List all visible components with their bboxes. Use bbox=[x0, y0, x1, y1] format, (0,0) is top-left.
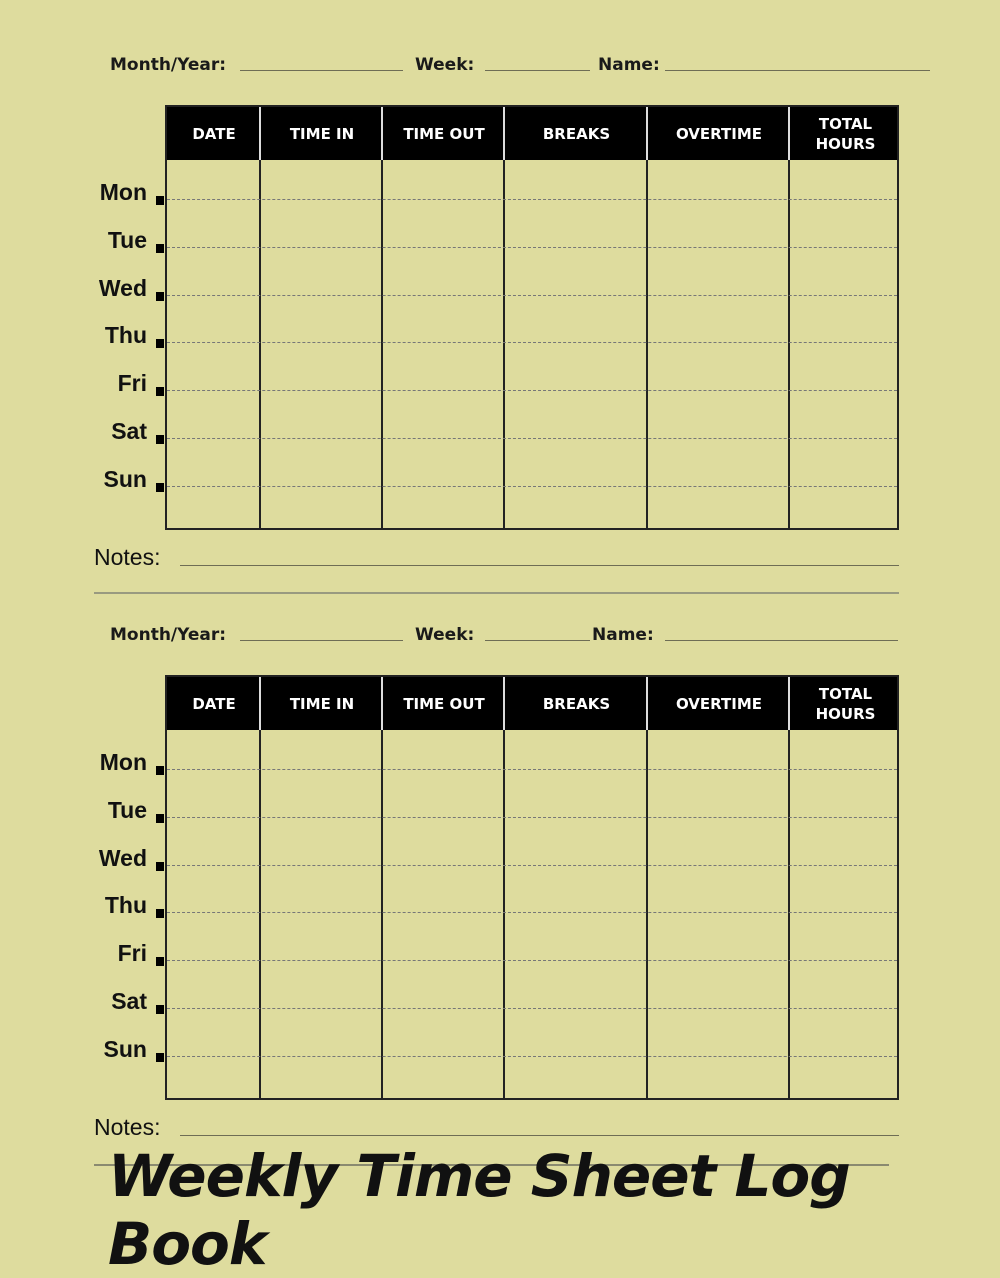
notes-field[interactable] bbox=[180, 565, 899, 566]
day-label: Wed bbox=[98, 274, 147, 301]
row-marker bbox=[156, 862, 164, 871]
row-marker bbox=[156, 387, 164, 396]
row-marker bbox=[156, 909, 164, 918]
day-label: Sun bbox=[103, 465, 147, 492]
row-marker bbox=[156, 957, 164, 966]
column-header: BREAKS bbox=[542, 124, 611, 143]
day-label: Wed bbox=[98, 844, 147, 871]
column-header: OVERTIME bbox=[675, 124, 763, 143]
column-divider bbox=[788, 730, 790, 1098]
name-label: Name: bbox=[598, 55, 660, 75]
month-year-field[interactable] bbox=[240, 640, 403, 641]
day-label: Fri bbox=[117, 370, 147, 397]
row-marker bbox=[156, 435, 164, 444]
row-line[interactable] bbox=[167, 438, 897, 439]
row-marker bbox=[156, 339, 164, 348]
row-marker bbox=[156, 1005, 164, 1014]
header-divider bbox=[788, 107, 790, 160]
column-divider bbox=[646, 160, 648, 528]
row-line[interactable] bbox=[167, 390, 897, 391]
row-line[interactable] bbox=[167, 199, 897, 200]
day-label: Thu bbox=[104, 892, 147, 919]
name-field[interactable] bbox=[665, 70, 930, 71]
column-header: TIME OUT bbox=[403, 124, 485, 143]
header-divider bbox=[503, 107, 505, 160]
column-header: BREAKS bbox=[542, 694, 611, 713]
row-line[interactable] bbox=[167, 295, 897, 296]
row-line[interactable] bbox=[167, 960, 897, 961]
header-divider bbox=[381, 677, 383, 730]
row-line[interactable] bbox=[167, 1056, 897, 1057]
day-label: Thu bbox=[104, 322, 147, 349]
week-label: Week: bbox=[415, 55, 475, 75]
column-divider bbox=[259, 160, 261, 528]
day-label: Sat bbox=[111, 418, 147, 444]
row-line[interactable] bbox=[167, 817, 897, 818]
column-header: TIME OUT bbox=[403, 694, 485, 713]
row-line[interactable] bbox=[167, 247, 897, 248]
column-divider bbox=[503, 730, 505, 1098]
column-divider bbox=[788, 160, 790, 528]
name-label: Name: bbox=[592, 625, 654, 645]
day-label: Tue bbox=[107, 796, 147, 823]
row-line[interactable] bbox=[167, 342, 897, 343]
row-marker bbox=[156, 483, 164, 492]
notes-label: Notes: bbox=[94, 544, 161, 570]
row-marker bbox=[156, 1053, 164, 1062]
column-header: TOTAL HOURS bbox=[815, 684, 876, 723]
row-line[interactable] bbox=[167, 1008, 897, 1009]
row-marker bbox=[156, 814, 164, 823]
column-header: TIME IN bbox=[289, 124, 355, 143]
week-field[interactable] bbox=[485, 640, 590, 641]
row-line[interactable] bbox=[167, 486, 897, 487]
section-divider bbox=[94, 592, 899, 594]
month-year-label: Month/Year: bbox=[110, 625, 227, 645]
month-year-label: Month/Year: bbox=[110, 55, 227, 75]
header-divider bbox=[503, 677, 505, 730]
header-divider bbox=[259, 107, 261, 160]
header-divider bbox=[381, 107, 383, 160]
header-divider bbox=[646, 677, 648, 730]
column-header: TIME IN bbox=[289, 694, 355, 713]
row-line[interactable] bbox=[167, 865, 897, 866]
day-label: Mon bbox=[99, 179, 147, 205]
day-label: Mon bbox=[99, 749, 147, 775]
month-year-field[interactable] bbox=[240, 70, 403, 71]
day-label: Sun bbox=[103, 1035, 147, 1062]
day-label: Tue bbox=[107, 226, 147, 253]
row-marker bbox=[156, 196, 164, 205]
row-line[interactable] bbox=[167, 912, 897, 913]
table-header bbox=[167, 677, 897, 730]
column-divider bbox=[503, 160, 505, 528]
day-label: Fri bbox=[117, 940, 147, 967]
timesheet-table bbox=[165, 105, 899, 530]
column-divider bbox=[381, 160, 383, 528]
book-title: Weekly Time Sheet Log Book bbox=[108, 1142, 850, 1278]
row-line[interactable] bbox=[167, 769, 897, 770]
column-header: DATE bbox=[192, 694, 236, 713]
header-divider bbox=[646, 107, 648, 160]
column-header: OVERTIME bbox=[675, 694, 763, 713]
header-divider bbox=[788, 677, 790, 730]
notes-field[interactable] bbox=[180, 1135, 899, 1136]
table-header bbox=[167, 107, 897, 160]
row-marker bbox=[156, 766, 164, 775]
column-divider bbox=[646, 730, 648, 1098]
day-label: Sat bbox=[111, 988, 147, 1014]
name-field[interactable] bbox=[665, 640, 898, 641]
column-divider bbox=[381, 730, 383, 1098]
column-header: TOTAL HOURS bbox=[815, 114, 876, 153]
week-label: Week: bbox=[415, 625, 475, 645]
row-marker bbox=[156, 244, 164, 253]
timesheet-table bbox=[165, 675, 899, 1100]
row-marker bbox=[156, 292, 164, 301]
week-field[interactable] bbox=[485, 70, 590, 71]
column-header: DATE bbox=[192, 124, 236, 143]
header-divider bbox=[259, 677, 261, 730]
notes-label: Notes: bbox=[94, 1114, 161, 1140]
column-divider bbox=[259, 730, 261, 1098]
